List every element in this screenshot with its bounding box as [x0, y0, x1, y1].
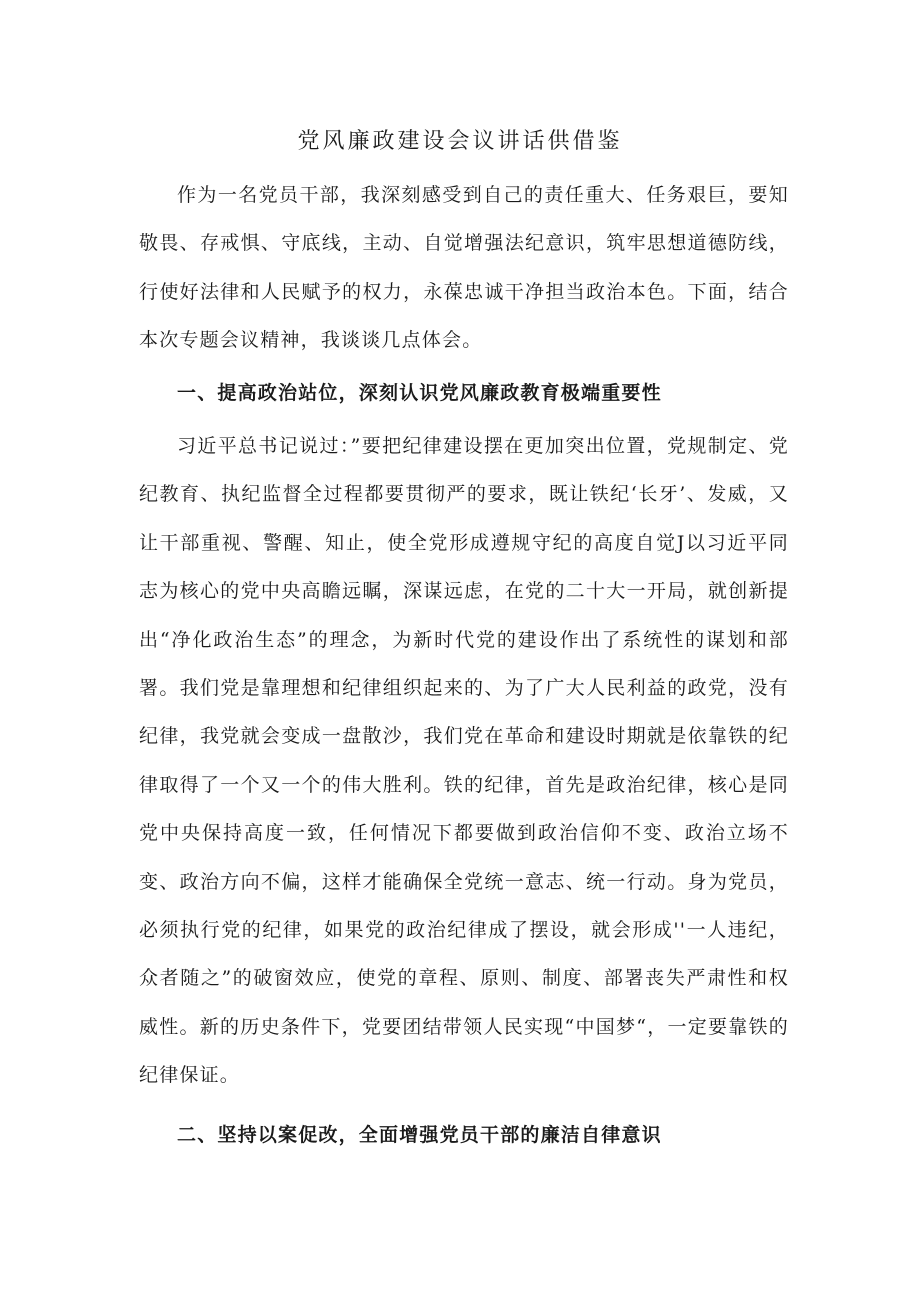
section-1-paragraph: 习近平总书记说过：”要把纪律建设摆在更加突出位置，党规制定、党纪教育、执纪监督全过程都要贯彻严的要求，既让铁纪‘长牙’、发威，又让干部重视、警醒、知止，使全党形成遵规守纪的高度自觉J以习近平同志为核心的党中央高瞻远瞩，深谋远虑，在党的二十大一开局，就创新提出“净化政治生态”的理念，为新时代党的建设作出了系统性的谋划和部署。我们党是靠理想和纪律组织起来的、为了广大人民利益的政党，没有纪律，我党就会变成一盘散沙，我们党在革命和建设时期就是依靠铁的纪律取得了一个又一个的伟大胜利。铁的纪律，首先是政治纪律，核心是同党中央保持高度一致，任何情况下都要做到政治信仰不变、政治立场不变、政治方向不偏，这样才能确保全党统一意志、统一行动。身为党员，必须执行党的纪律，如果党的政治纪律成了摆设，就会形成''一人违纪，众者随之”的破窗效应，使党的章程、原则、制度、部署丧失严肃性和权威性。新的历史条件下，党要团结带领人民实现“中国梦“，一定要靠铁的纪律保证。: [139, 435, 789, 1087]
section-heading-2: 二、坚持以案促改，全面增强党员干部的廉洁自律意识: [177, 1124, 662, 1146]
section-heading-1: 一、提高政治站位，深刻认识党风廉政教育极端重要性: [177, 382, 662, 404]
intro-paragraph: 作为一名党员干部，我深刻感受到自己的责任重大、任务艰巨，要知敬畏、存戒惧、守底线，主动、自觉增强法纪意识，筑牢思想道德防线，行使好法律和人民赋予的权力，永葆忠诚干净担当政治本色。下面，结合本次专题会议精神，我谈谈几点体会。: [139, 184, 789, 352]
document-title: 党风廉政建设会议讲话供借鉴: [297, 129, 623, 154]
